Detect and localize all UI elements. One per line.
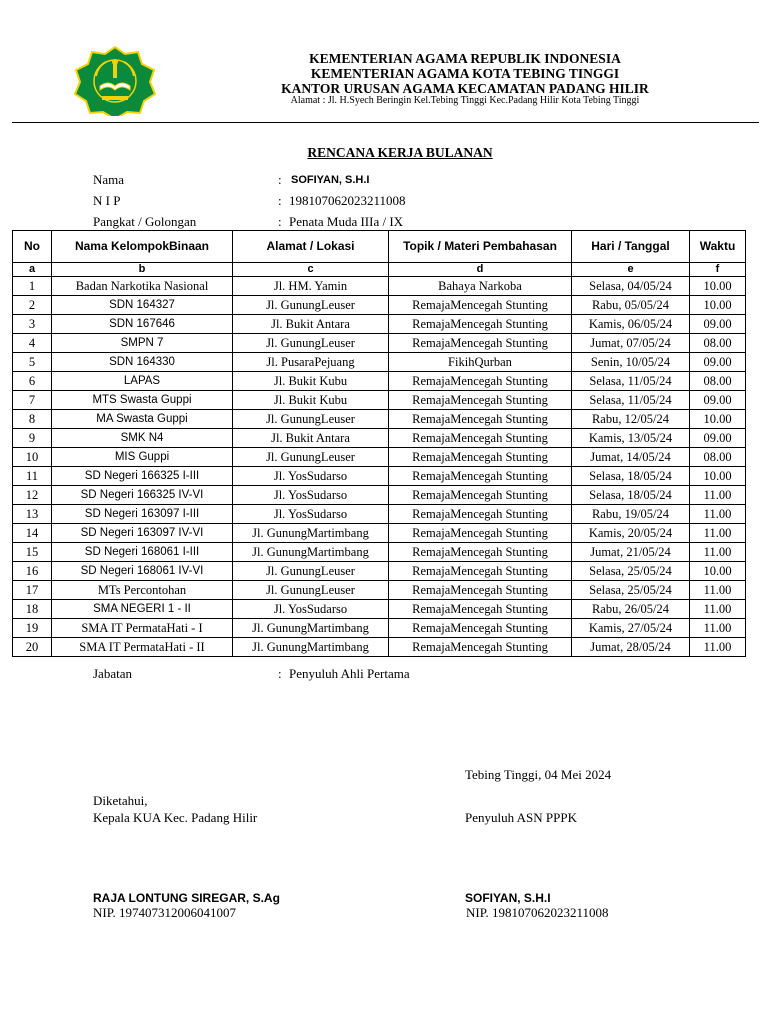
cell-waktu: 11.00 xyxy=(690,505,746,524)
cell-waktu: 10.00 xyxy=(690,467,746,486)
table-row xyxy=(13,486,746,505)
cell-nama: SMK N4 xyxy=(52,429,233,448)
cell-alamat: Jl. YosSudarso xyxy=(233,467,389,486)
table-row xyxy=(13,619,746,638)
table-row xyxy=(13,334,746,353)
cell-nama: SDN 164327 xyxy=(52,296,233,315)
cell-no: 18 xyxy=(13,600,52,619)
cell-nama: MTS Swasta Guppi xyxy=(52,391,233,410)
table-header-row xyxy=(13,231,746,263)
cell-hari: Jumat, 14/05/24 xyxy=(572,448,690,467)
table-row xyxy=(13,429,746,448)
col-header-waktu: Waktu xyxy=(690,231,746,263)
cell-topik: RemajaMencegah Stunting xyxy=(389,486,572,505)
cell-topik: FikihQurban xyxy=(389,353,572,372)
cell-no: 12 xyxy=(13,486,52,505)
cell-nama: SMA IT PermataHati - I xyxy=(52,619,233,638)
cell-topik: RemajaMencegah Stunting xyxy=(389,467,572,486)
col-letter: e xyxy=(572,263,690,277)
cell-hari: Selasa, 11/05/24 xyxy=(572,391,690,410)
jabatan-colon: : xyxy=(278,666,282,681)
table-row xyxy=(13,277,746,296)
col-letter: f xyxy=(690,263,746,277)
cell-nama: SD Negeri 163097 I-III xyxy=(52,505,233,524)
cell-nama: Badan Narkotika Nasional xyxy=(52,277,233,296)
jabatan-value: Penyuluh Ahli Pertama xyxy=(289,666,410,681)
col-letter: a xyxy=(13,263,52,277)
cell-hari: Jumat, 28/05/24 xyxy=(572,638,690,657)
cell-hari: Selasa, 18/05/24 xyxy=(572,486,690,505)
cell-topik: RemajaMencegah Stunting xyxy=(389,581,572,600)
cell-alamat: Jl. Bukit Antara xyxy=(233,429,389,448)
table-row xyxy=(13,524,746,543)
table-letter-row xyxy=(13,263,746,277)
cell-hari: Kamis, 27/05/24 xyxy=(572,619,690,638)
cell-no: 13 xyxy=(13,505,52,524)
penyuluh-title: Penyuluh ASN PPPK xyxy=(465,810,577,825)
cell-hari: Selasa, 25/05/24 xyxy=(572,581,690,600)
cell-nama: MIS Guppi xyxy=(52,448,233,467)
place-date: Tebing Tinggi, 04 Mei 2024 xyxy=(465,767,612,782)
cell-topik: RemajaMencegah Stunting xyxy=(389,600,572,619)
cell-waktu: 10.00 xyxy=(690,296,746,315)
cell-no: 19 xyxy=(13,619,52,638)
header-kua-office: KANTOR URUSAN AGAMA KECAMATAN PADANG HILIR xyxy=(281,81,649,96)
cell-alamat: Jl. GunungMartimbang xyxy=(233,543,389,562)
header-ministry: KEMENTERIAN AGAMA REPUBLIK INDONESIA xyxy=(309,51,621,66)
cell-waktu: 10.00 xyxy=(690,277,746,296)
col-letter: c xyxy=(233,263,389,277)
cell-no: 11 xyxy=(13,467,52,486)
jabatan-label: Jabatan xyxy=(93,666,132,681)
cell-no: 14 xyxy=(13,524,52,543)
cell-waktu: 08.00 xyxy=(690,448,746,467)
cell-topik: Bahaya Narkoba xyxy=(389,277,572,296)
cell-alamat: Jl. Bukit Kubu xyxy=(233,391,389,410)
table-row xyxy=(13,562,746,581)
table-row xyxy=(13,543,746,562)
table-row xyxy=(13,353,746,372)
cell-waktu: 11.00 xyxy=(690,638,746,657)
col-header-hari: Hari / Tanggal xyxy=(572,231,690,263)
cell-nama: MTs Percontohan xyxy=(52,581,233,600)
cell-alamat: Jl. GunungLeuser xyxy=(233,410,389,429)
table-row xyxy=(13,410,746,429)
cell-alamat: Jl. GunungLeuser xyxy=(233,562,389,581)
cell-topik: RemajaMencegah Stunting xyxy=(389,391,572,410)
work-plan-table xyxy=(12,230,746,657)
cell-topik: RemajaMencegah Stunting xyxy=(389,372,572,391)
cell-alamat: Jl. Bukit Kubu xyxy=(233,372,389,391)
info-label-nip: N I P xyxy=(93,193,121,208)
cell-no: 7 xyxy=(13,391,52,410)
table-row xyxy=(13,505,746,524)
cell-topik: RemajaMencegah Stunting xyxy=(389,410,572,429)
cell-alamat: Jl. YosSudarso xyxy=(233,600,389,619)
kua-head-title: Kepala KUA Kec. Padang Hilir xyxy=(93,810,258,825)
table-row xyxy=(13,296,746,315)
cell-hari: Kamis, 20/05/24 xyxy=(572,524,690,543)
cell-hari: Selasa, 11/05/24 xyxy=(572,372,690,391)
cell-waktu: 11.00 xyxy=(690,619,746,638)
cell-nama: SDN 167646 xyxy=(52,315,233,334)
cell-no: 1 xyxy=(13,277,52,296)
header-divider xyxy=(12,122,759,123)
header-address: Alamat : Jl. H.Syech Beringin Kel.Tebing Tinggi Kec.Padang Hilir Kota Tebing Tinggi xyxy=(290,95,640,106)
cell-alamat: Jl. GunungMartimbang xyxy=(233,524,389,543)
cell-hari: Rabu, 12/05/24 xyxy=(572,410,690,429)
cell-nama: SDN 164330 xyxy=(52,353,233,372)
cell-no: 8 xyxy=(13,410,52,429)
cell-waktu: 11.00 xyxy=(690,600,746,619)
info-colon-nip: : xyxy=(278,193,282,208)
col-header-no: No xyxy=(13,231,52,263)
info-value-nama: SOFIYAN, S.H.I xyxy=(291,174,370,186)
cell-nama: SD Negeri 166325 IV-VI xyxy=(52,486,233,505)
cell-alamat: Jl. GunungLeuser xyxy=(233,334,389,353)
info-label-nama: Nama xyxy=(93,172,125,187)
cell-waktu: 08.00 xyxy=(690,372,746,391)
cell-no: 6 xyxy=(13,372,52,391)
cell-waktu: 08.00 xyxy=(690,334,746,353)
cell-waktu: 10.00 xyxy=(690,562,746,581)
cell-nama: MA Swasta Guppi xyxy=(52,410,233,429)
info-colon-pangkat: : xyxy=(278,214,282,229)
table-row xyxy=(13,315,746,334)
table-row xyxy=(13,467,746,486)
cell-alamat: Jl. GunungMartimbang xyxy=(233,638,389,657)
cell-nama: SD Negeri 168061 I-III xyxy=(52,543,233,562)
cell-waktu: 10.00 xyxy=(690,410,746,429)
col-header-alamat: Alamat / Lokasi xyxy=(233,231,389,263)
cell-no: 9 xyxy=(13,429,52,448)
cell-topik: RemajaMencegah Stunting xyxy=(389,296,572,315)
cell-waktu: 09.00 xyxy=(690,353,746,372)
cell-alamat: Jl. PusaraPejuang xyxy=(233,353,389,372)
cell-waktu: 11.00 xyxy=(690,486,746,505)
table-body xyxy=(13,277,746,657)
cell-nama: SMA IT PermataHati - II xyxy=(52,638,233,657)
cell-topik: RemajaMencegah Stunting xyxy=(389,429,572,448)
cell-waktu: 11.00 xyxy=(690,581,746,600)
info-label-pangkat: Pangkat / Golongan xyxy=(93,214,197,229)
col-header-nama: Nama KelompokBinaan xyxy=(52,231,233,263)
table-row xyxy=(13,391,746,410)
cell-topik: RemajaMencegah Stunting xyxy=(389,524,572,543)
cell-hari: Rabu, 19/05/24 xyxy=(572,505,690,524)
cell-hari: Rabu, 26/05/24 xyxy=(572,600,690,619)
cell-alamat: Jl. GunungMartimbang xyxy=(233,619,389,638)
info-colon-nama: : xyxy=(278,172,282,187)
cell-no: 10 xyxy=(13,448,52,467)
cell-waktu: 11.00 xyxy=(690,524,746,543)
cell-nama: SD Negeri 166325 I-III xyxy=(52,467,233,486)
cell-hari: Jumat, 21/05/24 xyxy=(572,543,690,562)
cell-no: 17 xyxy=(13,581,52,600)
cell-hari: Senin, 10/05/24 xyxy=(572,353,690,372)
cell-nama: SMPN 7 xyxy=(52,334,233,353)
cell-no: 15 xyxy=(13,543,52,562)
cell-alamat: Jl. Bukit Antara xyxy=(233,315,389,334)
table-row xyxy=(13,448,746,467)
cell-alamat: Jl. YosSudarso xyxy=(233,486,389,505)
cell-hari: Kamis, 13/05/24 xyxy=(572,429,690,448)
cell-topik: RemajaMencegah Stunting xyxy=(389,334,572,353)
cell-no: 20 xyxy=(13,638,52,657)
cell-hari: Rabu, 05/05/24 xyxy=(572,296,690,315)
cell-no: 3 xyxy=(13,315,52,334)
cell-waktu: 09.00 xyxy=(690,391,746,410)
header-city-office: KEMENTERIAN AGAMA KOTA TEBING TINGGI xyxy=(310,66,620,81)
info-value-nip: 198107062023211008 xyxy=(289,193,406,208)
cell-waktu: 09.00 xyxy=(690,315,746,334)
cell-nama: SMA NEGERI 1 - II xyxy=(52,600,233,619)
cell-no: 16 xyxy=(13,562,52,581)
col-header-topik: Topik / Materi Pembahasan xyxy=(389,231,572,263)
cell-alamat: Jl. YosSudarso xyxy=(233,505,389,524)
table-row xyxy=(13,372,746,391)
cell-no: 4 xyxy=(13,334,52,353)
kemenag-logo-icon xyxy=(72,46,158,116)
cell-topik: RemajaMencegah Stunting xyxy=(389,505,572,524)
cell-no: 2 xyxy=(13,296,52,315)
col-letter: b xyxy=(52,263,233,277)
cell-alamat: Jl. GunungLeuser xyxy=(233,448,389,467)
cell-hari: Jumat, 07/05/24 xyxy=(572,334,690,353)
cell-topik: RemajaMencegah Stunting xyxy=(389,562,572,581)
table-row xyxy=(13,638,746,657)
cell-hari: Selasa, 04/05/24 xyxy=(572,277,690,296)
cell-topik: RemajaMencegah Stunting xyxy=(389,619,572,638)
cell-hari: Selasa, 18/05/24 xyxy=(572,467,690,486)
cell-alamat: Jl. HM. Yamin xyxy=(233,277,389,296)
table-row xyxy=(13,600,746,619)
cell-hari: Selasa, 25/05/24 xyxy=(572,562,690,581)
cell-waktu: 11.00 xyxy=(690,543,746,562)
cell-nama: LAPAS xyxy=(52,372,233,391)
cell-alamat: Jl. GunungLeuser xyxy=(233,296,389,315)
cell-nama: SD Negeri 168061 IV-VI xyxy=(52,562,233,581)
cell-alamat: Jl. GunungLeuser xyxy=(233,581,389,600)
col-letter: d xyxy=(389,263,572,277)
acknowledged-label: Diketahui, xyxy=(93,793,148,808)
cell-waktu: 09.00 xyxy=(690,429,746,448)
cell-nama: SD Negeri 163097 IV-VI xyxy=(52,524,233,543)
penyuluh-name: SOFIYAN, S.H.I xyxy=(465,891,551,905)
cell-hari: Kamis, 06/05/24 xyxy=(572,315,690,334)
penyuluh-nip: NIP. 198107062023211008 xyxy=(466,905,609,920)
cell-no: 5 xyxy=(13,353,52,372)
kua-head-nip: NIP. 197407312006041007 xyxy=(93,905,237,920)
table-row xyxy=(13,581,746,600)
cell-topik: RemajaMencegah Stunting xyxy=(389,448,572,467)
document-title: RENCANA KERJA BULANAN xyxy=(307,145,493,160)
cell-topik: RemajaMencegah Stunting xyxy=(389,638,572,657)
cell-topik: RemajaMencegah Stunting xyxy=(389,543,572,562)
kua-head-name: RAJA LONTUNG SIREGAR, S.Ag xyxy=(93,891,280,905)
cell-topik: RemajaMencegah Stunting xyxy=(389,315,572,334)
info-value-pangkat: Penata Muda IIIa / IX xyxy=(289,214,404,229)
